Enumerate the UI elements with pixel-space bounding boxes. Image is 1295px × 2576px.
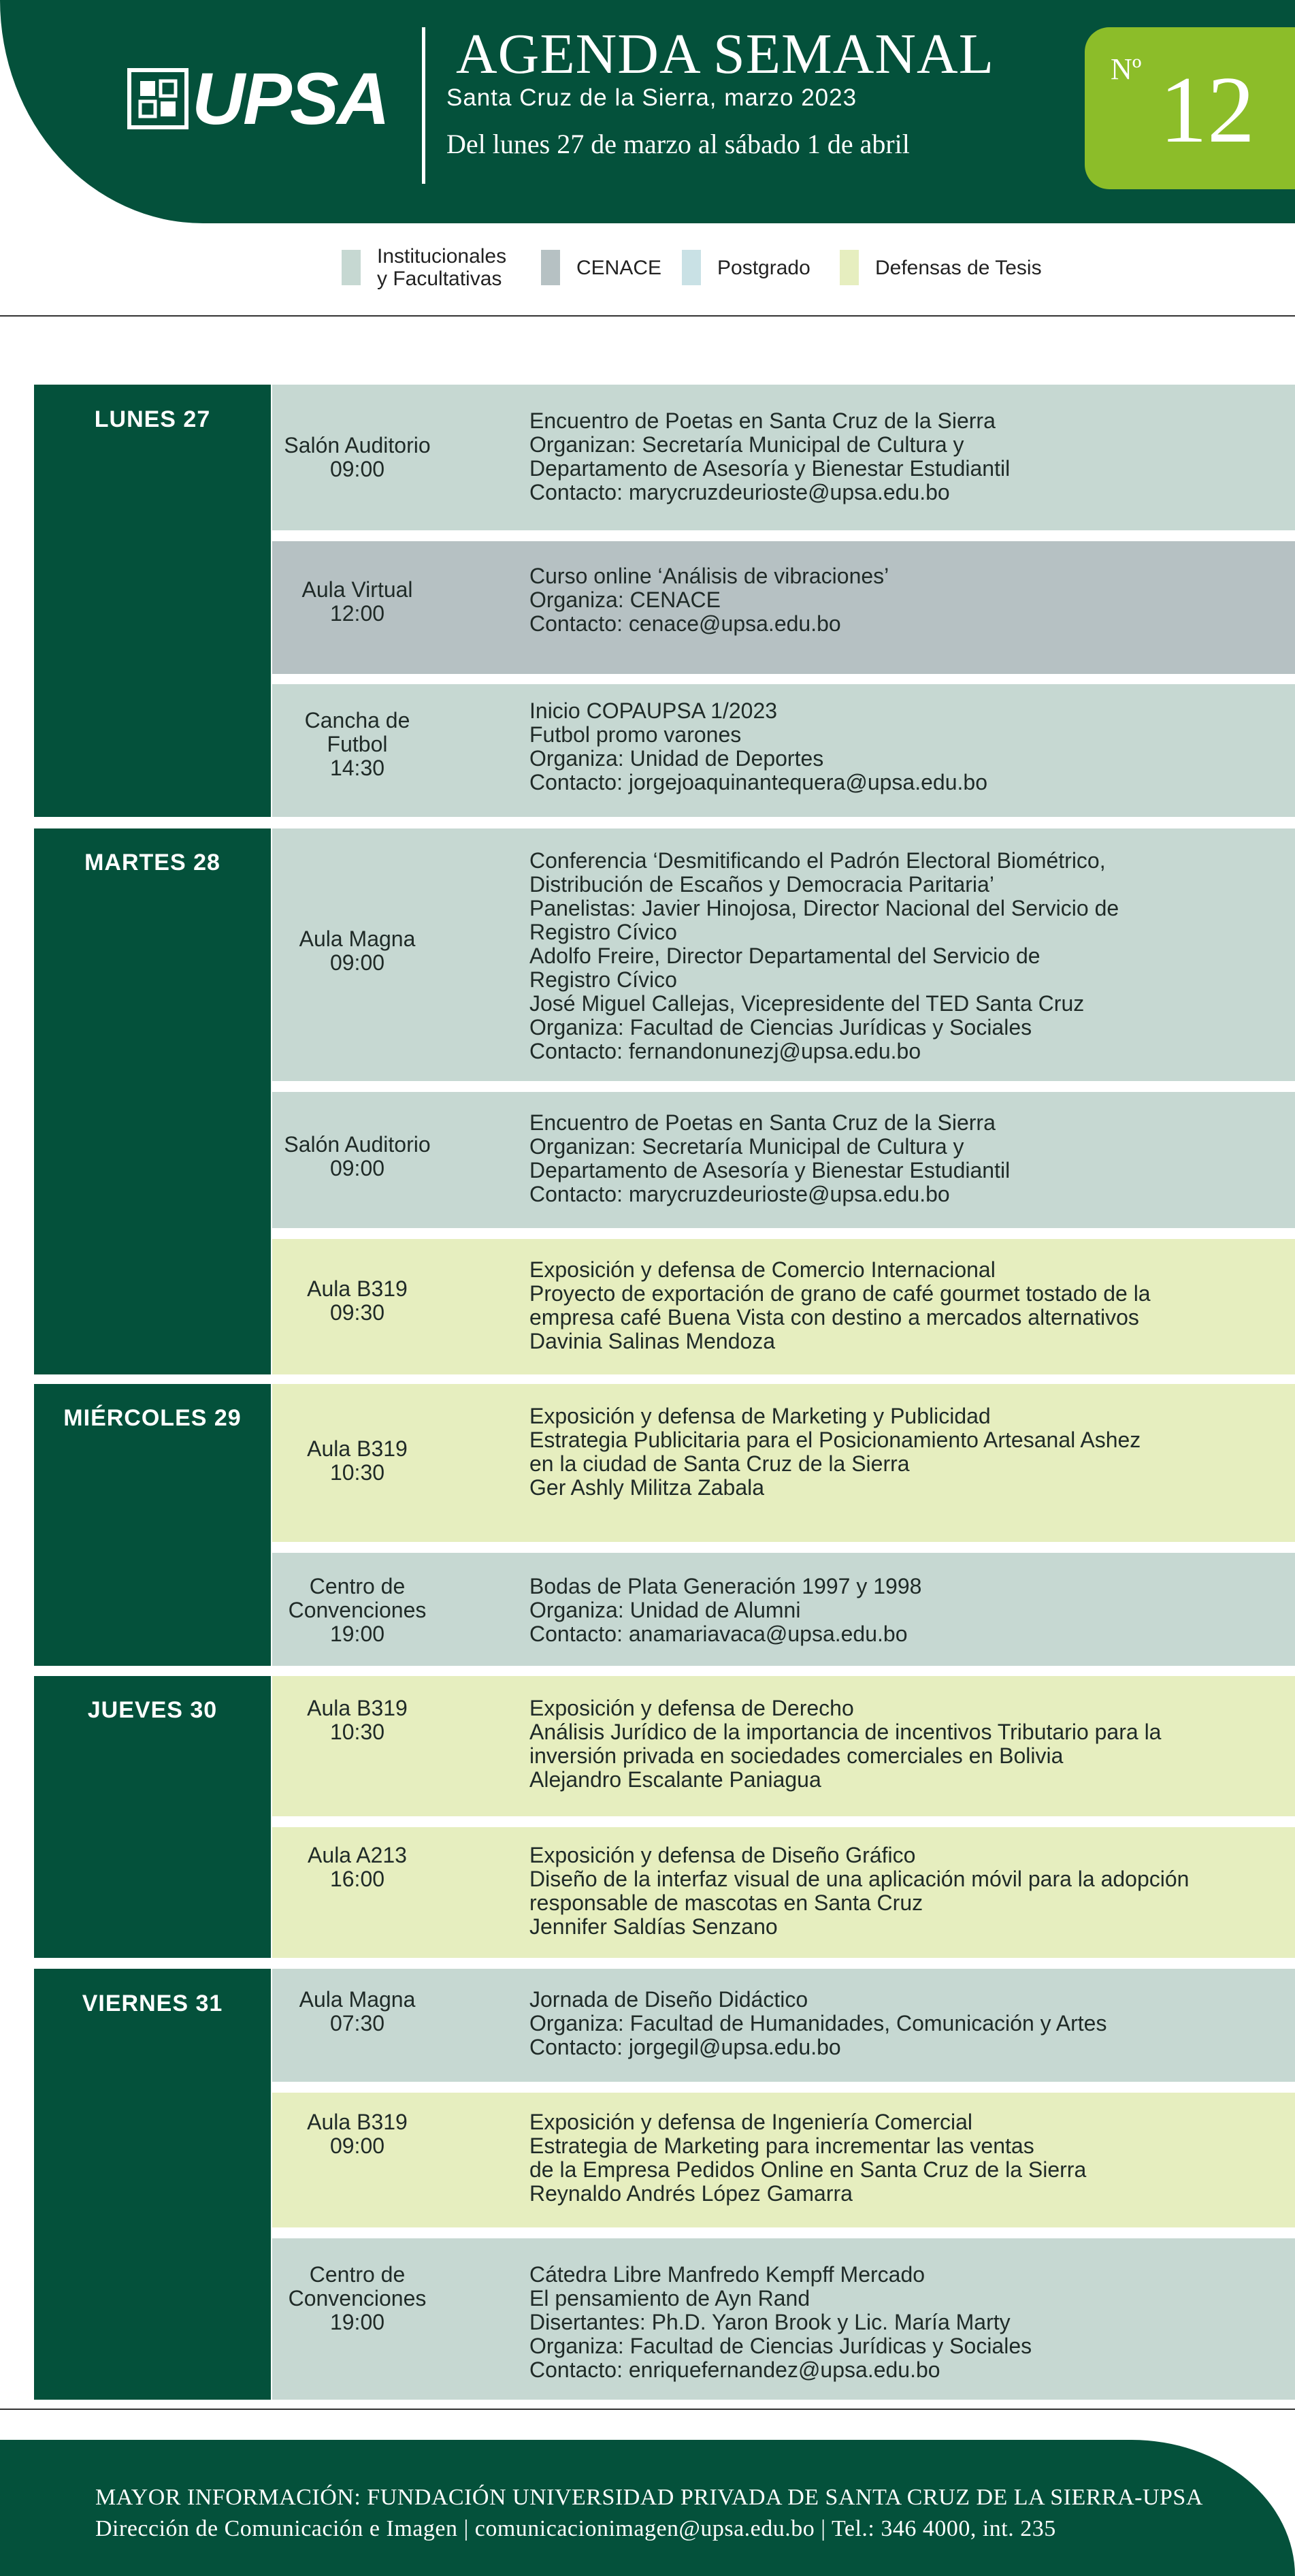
legend-label: CENACE [576,256,662,279]
day-label: MIÉRCOLES 29 [63,1405,242,1431]
event-place: Aula B319 10:30 [307,1436,408,1485]
event-place: Aula B319 09:30 [307,1276,408,1325]
event-place: Aula A213 16:00 [308,1843,407,1891]
event-place: Aula Magna 07:30 [299,1987,416,2035]
logo-emblem-icon [127,67,189,130]
legend-item-defensas [840,244,1042,291]
event-details: Jornada de Diseño Didáctico Organiza: Facultad de Humanidades, Comunicación y Artes Contacto: jorgegil@upsa.edu.bo [529,1987,1107,2059]
event-details: Exposición y defensa de Marketing y Publicidad Estrategia Publicitaria para el Posicionamiento Artesanal Ashez en la ciudad de Santa Cruz de la Sierra Ger Ashly Militza Zabala [529,1404,1141,1500]
issue-badge [1085,27,1295,189]
page-title: AGENDA SEMANAL [456,22,994,86]
legend-label: Postgrado [717,256,810,279]
event-row [272,2238,1295,2400]
category-legend [0,244,1295,291]
event-row [272,1969,1295,2082]
event-row [272,385,1295,530]
upsa-logo [127,57,389,140]
event-details: Inicio COPAUPSA 1/2023 Futbol promo varones Organiza: Unidad de Deportes Contacto: jorgejoaquinantequera@upsa.edu.bo [529,698,987,794]
event-row [272,1092,1295,1228]
legend-swatch [682,250,701,285]
logo-text: UPSA [192,57,389,140]
legend-item-cenace [541,244,661,291]
legend-item-institucionales [342,244,506,291]
event-place: Aula Magna 09:00 [299,927,416,975]
event-place: Centro de Convenciones 19:00 [288,1574,427,1646]
footer-contact: Dirección de Comunicación e Imagen | comunicacionimagen@upsa.edu.bo | Tel.: 346 4000, int. 235 [95,2516,1056,2541]
top-rule [0,315,1295,317]
day-column [34,385,271,817]
day-column [34,1969,271,2400]
event-details: Exposición y defensa de Ingeniería Comercial Estrategia de Marketing para incrementar las ventas de la Empresa Pedidos Online en Santa Cruz de la Sierra Reynaldo Andrés López Gamarra [529,2110,1087,2206]
event-place: Salón Auditorio 09:00 [284,1132,431,1180]
day-label: VIERNES 31 [82,1991,223,2016]
event-details: Bodas de Plata Generación 1997 y 1998 Organiza: Unidad de Alumni Contacto: anamariavaca@upsa.edu.bo [529,1574,922,1646]
event-details: Encuentro de Poetas en Santa Cruz de la Sierra Organizan: Secretaría Municipal de Cultura y Departamento de Asesoría y Bienestar Estudiantil Contacto: marycruzdeurioste@upsa.edu.bo [529,1110,1011,1206]
day-label: LUNES 27 [94,406,211,432]
event-row [272,1384,1295,1542]
event-row [272,1827,1295,1958]
event-row [272,684,1295,817]
page-subtitle: Santa Cruz de la Sierra, marzo 2023 [446,84,857,111]
event-details: Curso online ‘Análisis de vibraciones’ Organiza: CENACE Contacto: cenace@upsa.edu.bo [529,564,889,636]
legend-label: Defensas de Tesis [875,256,1042,279]
legend-swatch [541,250,560,285]
issue-prefix: Nº [1111,52,1142,86]
event-place: Salón Auditorio 09:00 [284,433,431,481]
bottom-rule [0,2409,1295,2410]
event-row [272,541,1295,674]
footer-info: MAYOR INFORMACIÓN: FUNDACIÓN UNIVERSIDAD PRIVADA DE SANTA CRUZ DE LA SIERRA-UPSA [95,2485,1203,2510]
event-details: Exposición y defensa de Comercio Internacional Proyecto de exportación de grano de café gourmet tostado de la empresa café Buena Vista con destino a mercados alternativos Davinia Salinas Mendoza [529,1257,1151,1353]
event-details: Conferencia ‘Desmitificando el Padrón Electoral Biométrico, Distribución de Escaños y Democracia Paritaria’ Panelistas: Javier Hinojosa, Director Nacional del Servicio de Registro Cívico Adolfo Freire, Director Departamental del Servicio de Registro Cívico José Miguel Callejas, Vicepresidente del TED Santa Cruz Organiza: Facultad de Ciencias Jurídicas y Sociales Contacto: fernandonunezj@upsa.edu.bo [529,848,1119,1063]
header-divider [422,27,425,184]
legend-swatch [342,250,361,285]
date-range: Del lunes 27 de marzo al sábado 1 de abril [446,129,910,159]
legend-swatch [840,250,859,285]
event-details: Encuentro de Poetas en Santa Cruz de la Sierra Organizan: Secretaría Municipal de Cultura y Departamento de Asesoría y Bienestar Estudiantil Contacto: marycruzdeurioste@upsa.edu.bo [529,408,1011,504]
issue-number: 12 [1160,57,1255,163]
day-column [34,828,271,1374]
event-place: Centro de Convenciones 19:00 [288,2262,427,2334]
event-place: Aula Virtual 12:00 [301,577,413,626]
event-details: Exposición y defensa de Diseño Gráfico Diseño de la interfaz visual de una aplicación móvil para la adopción responsable de mascotas en Santa Cruz Jennifer Saldías Senzano [529,1843,1190,1939]
event-details: Exposición y defensa de Derecho Análisis Jurídico de la importancia de incentivos Tributario para la inversión privada en sociedades comerciales en Bolivia Alejandro Escalante Paniagua [529,1696,1162,1792]
event-place: Cancha de Futbol 14:30 [304,708,410,780]
event-row [272,1239,1295,1374]
event-row [272,2093,1295,2227]
event-place: Aula B319 10:30 [307,1696,408,1744]
event-row [272,828,1295,1081]
event-row [272,1676,1295,1816]
day-label: MARTES 28 [84,850,220,875]
event-row [272,1553,1295,1666]
legend-item-postgrado [682,244,810,291]
event-details: Cátedra Libre Manfredo Kempff Mercado El pensamiento de Ayn Rand Disertantes: Ph.D. Yaron Brook y Lic. María Marty Organiza: Facultad de Ciencias Jurídicas y Sociales Contacto: enriquefernandez@upsa.edu.bo [529,2262,1032,2382]
legend-label: Institucionales y Facultativas [377,245,507,290]
day-label: JUEVES 30 [87,1697,218,1723]
event-place: Aula B319 09:00 [307,2110,408,2158]
